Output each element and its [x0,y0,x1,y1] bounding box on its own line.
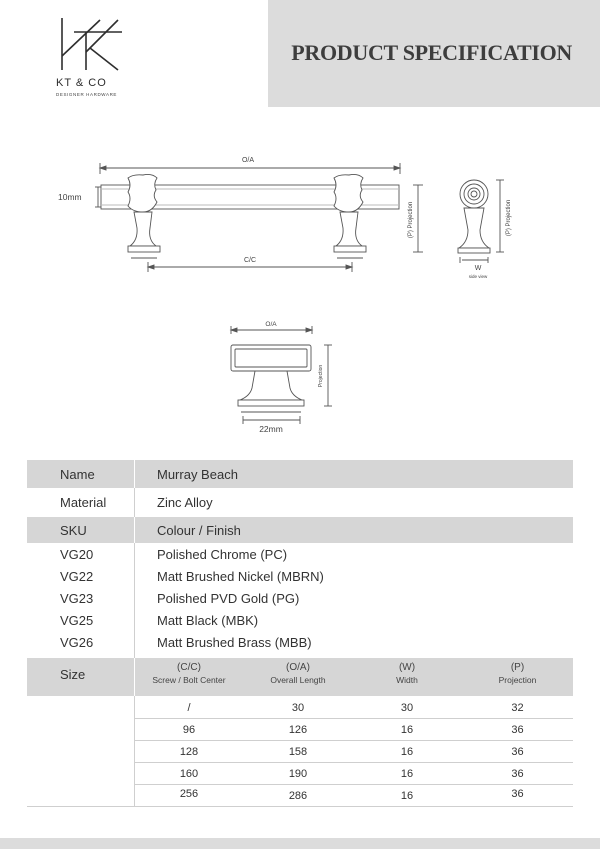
name-value: Murray Beach [157,467,238,482]
size-col-header-w: (W) Width [396,662,418,685]
material-label: Material [60,495,107,510]
sku-finish: Matt Brushed Nickel (MBRN) [157,569,324,584]
handle-side-view [458,180,504,263]
side-view-label: side view [468,274,488,279]
size-cell-w: 16 [400,746,414,758]
side-projection-label: (P) Projection [506,199,512,237]
size-cell-p: 36 [511,768,524,780]
width-label: W [474,265,482,272]
knob-drawing [231,326,332,424]
handle-front-view [95,163,423,272]
sku-code: VG25 [60,613,94,628]
size-col-header-oa: (O/A) Overall Length [270,662,326,685]
size-cell-oa: 158 [288,746,308,758]
header-logo-area [0,0,268,107]
size-cell-w: 16 [400,724,414,736]
cc-label: C/C [243,257,257,264]
kt-co-logo-icon [56,16,126,72]
page-title: PRODUCT SPECIFICATION [291,40,572,65]
size-cell-w: 16 [400,768,414,780]
sku-code: VG26 [60,635,94,650]
size-cell-oa: 30 [291,702,305,714]
brand-name: KT & CO [56,77,107,89]
oa-label: O/A [241,157,255,164]
material-value: Zinc Alloy [157,495,213,510]
finish-label: Colour / Finish [157,523,241,538]
size-cell-w: 16 [400,790,414,802]
knob-width-label: 22mm [259,424,283,434]
size-cell-cc: / [187,702,191,714]
sku-header-row [27,517,573,543]
projection-label: (P) Projection [408,201,414,239]
size-cell-w: 30 [400,702,414,714]
size-cell-p: 36 [511,724,524,736]
sku-finish: Polished PVD Gold (PG) [157,591,300,606]
header-title-area [268,0,600,107]
size-cell-cc: 160 [179,768,199,780]
sku-code: VG20 [60,547,94,562]
size-cell-p: 32 [511,702,524,714]
sku-finish: Matt Brushed Brass (MBB) [157,635,312,650]
knob-projection-label: Projection [318,364,324,388]
size-col-header-cc: (C/C) Screw / Bolt Center [152,662,226,685]
knob-oa-label: O/A [265,321,277,328]
name-row [27,460,573,488]
footer-bar [0,838,600,849]
size-cell-cc: 128 [179,746,199,758]
brand-subtitle: DESIGNER HARDWARE [56,92,118,97]
sku-code: VG23 [60,591,94,606]
sku-finish: Matt Black (MBK) [157,613,259,628]
size-label: Size [60,667,86,682]
size-cell-oa: 190 [288,768,308,780]
height-label: 10mm [58,192,82,202]
sku-label: SKU [60,523,87,538]
size-cell-oa: 126 [288,724,308,736]
size-col-header-p: (P) Projection [498,662,537,685]
sku-finish: Polished Chrome (PC) [157,547,288,562]
technical-drawing [0,140,600,440]
size-cell-p: 36 [511,746,524,758]
size-cell-cc: 96 [182,724,196,736]
size-cell-p: 36 [511,788,524,800]
size-cell-oa: 286 [288,790,308,802]
name-label: Name [60,467,95,482]
size-cell-cc: 256 [179,788,199,800]
sku-code: VG22 [60,569,94,584]
